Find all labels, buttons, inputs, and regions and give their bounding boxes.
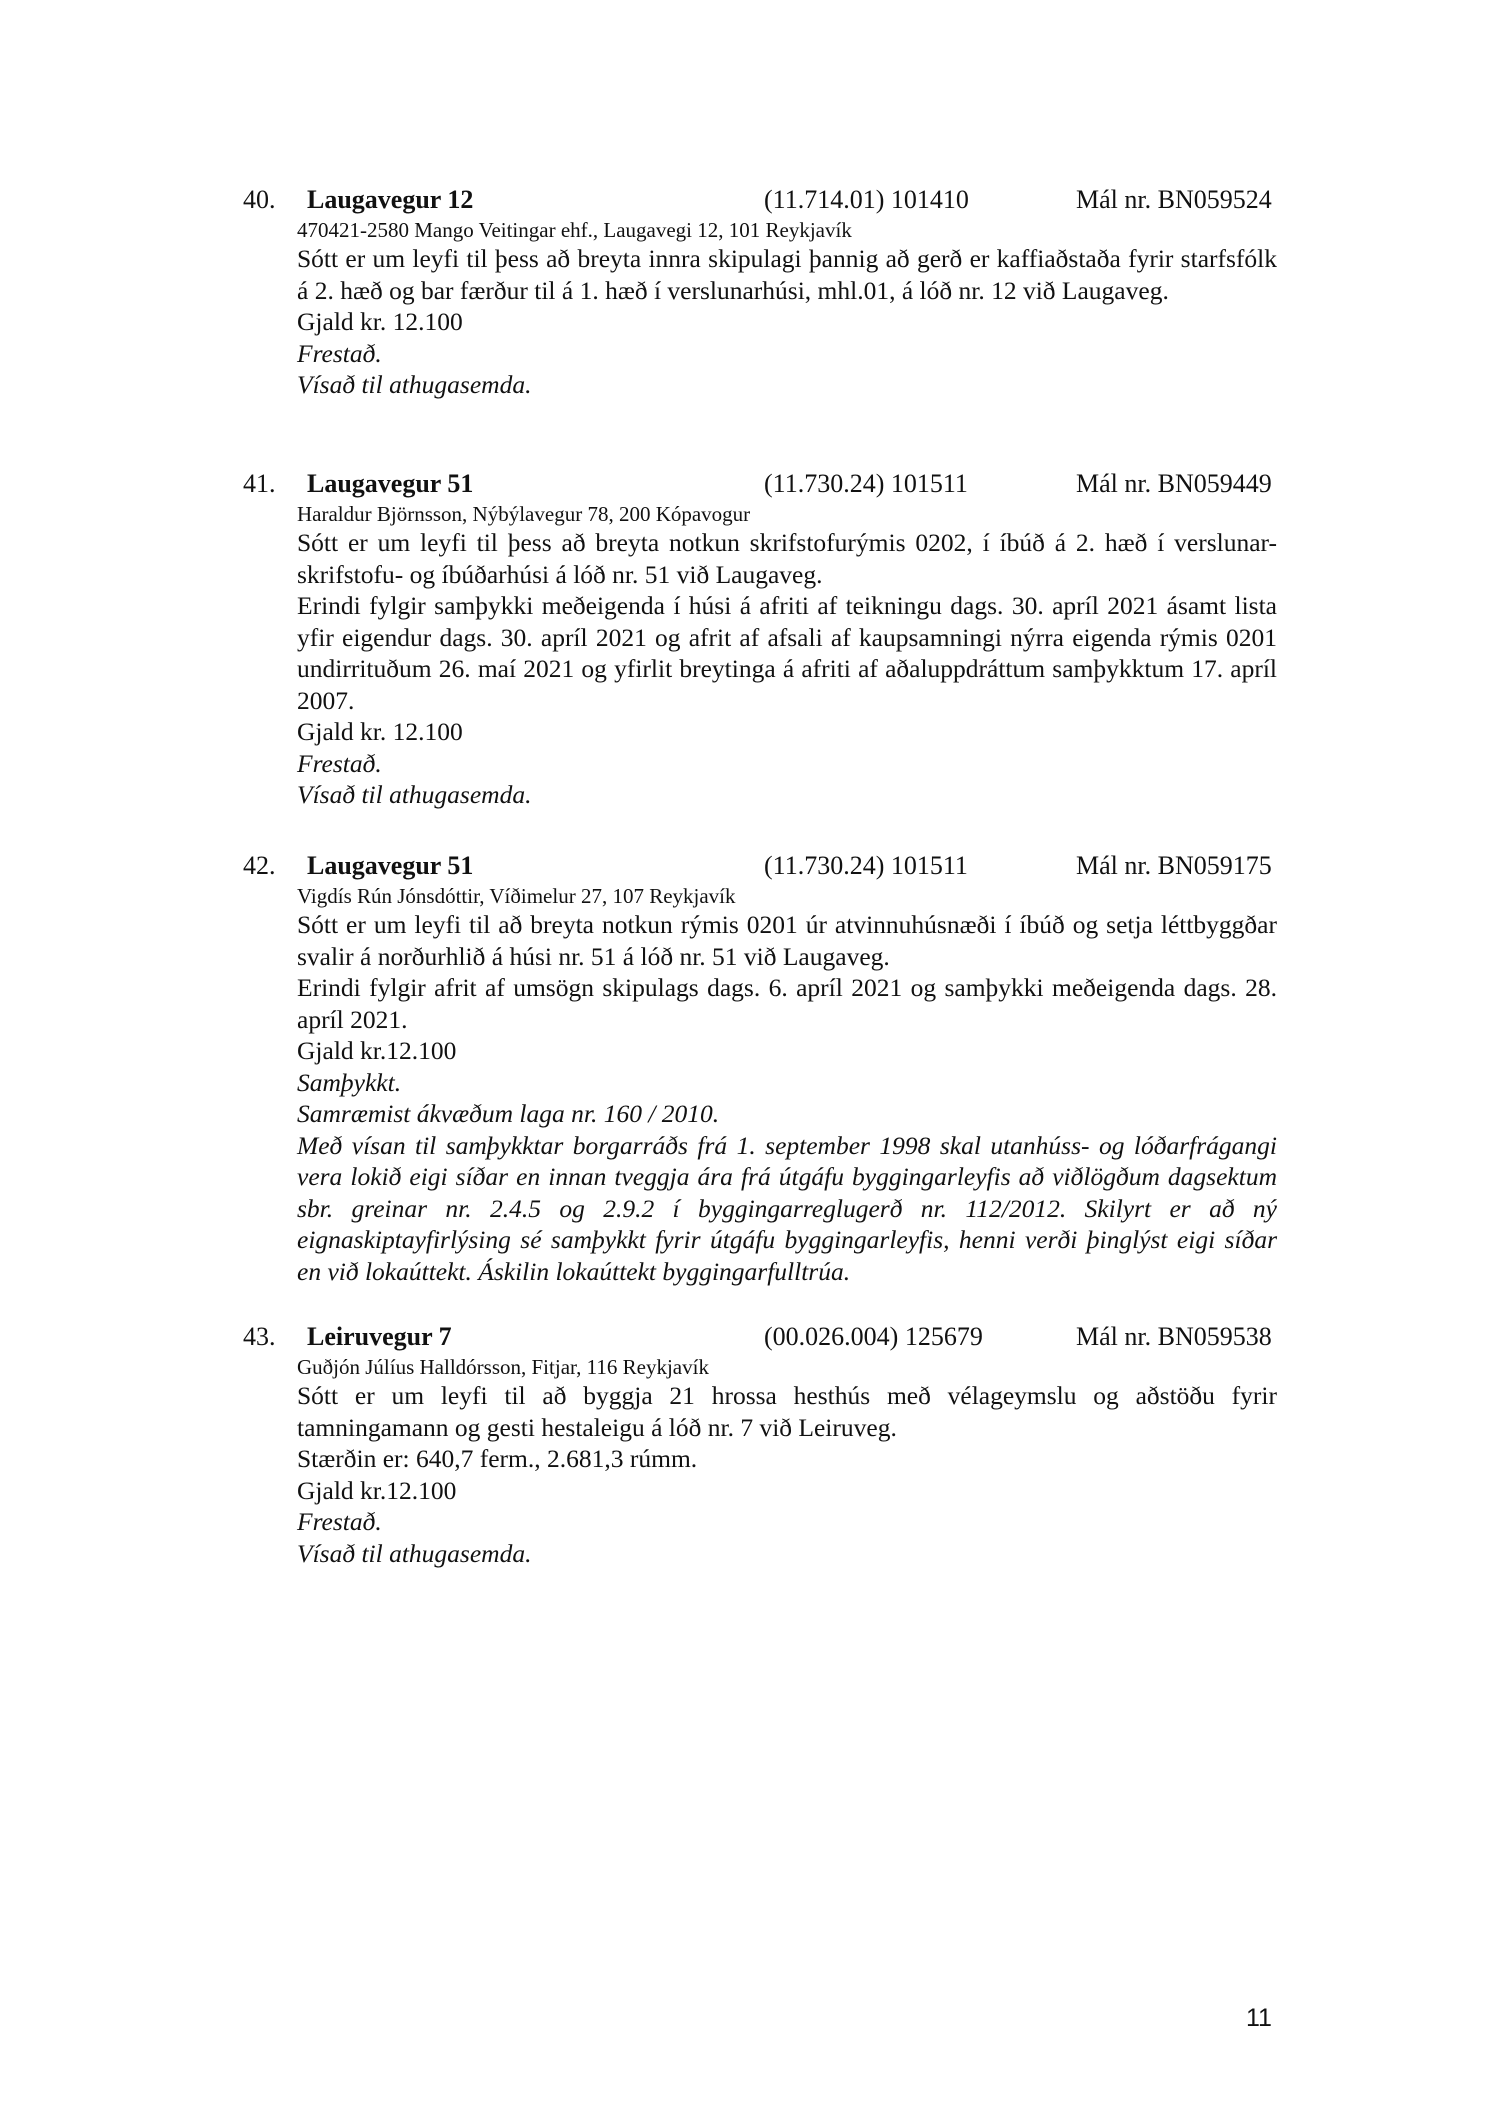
- applicant: Guðjón Júlíus Halldórsson, Fitjar, 116 Reykjavík: [297, 1355, 709, 1379]
- size-info: Stærðin er: 640,7 ferm., 2.681,3 rúmm.: [297, 1444, 698, 1473]
- case-41: [0, 467, 1500, 811]
- decision-line: Frestað.: [297, 748, 382, 778]
- description-paragraph: Erindi fylgir samþykki meðeigenda í húsi á afriti af teikningu dags. 30. apríl 2021 ásamt lista yfir eigendur dags. 30. apríl 2021 og afrit af afsali af kaupsamningi nýrra eigenda rýmis 0201 undirrituðum 26. maí 2021 og yfirlit breytinga á afriti af aðaluppdráttum samþykktum 17. apríl 2007.: [297, 591, 1277, 715]
- case-43: [0, 1320, 1500, 1569]
- land-id: (11.730.24) 101511: [764, 851, 968, 880]
- case-40: [0, 183, 1500, 401]
- decision-line: Frestað.: [297, 338, 382, 368]
- case-header: [0, 849, 1500, 883]
- description-paragraph: Sótt er um leyfi til að byggja 21 hrossa hesthús með vélageymslu og aðstöðu fyrir tamningamann og gesti hestaleigu á lóð nr. 7 við Leiruveg.: [297, 1381, 1277, 1442]
- case-body: [297, 501, 1277, 811]
- page-number: 11: [1246, 2004, 1272, 2032]
- fee: Gjald kr.12.100: [297, 1475, 457, 1505]
- fee: Gjald kr. 12.100: [297, 307, 463, 336]
- case-header: [0, 183, 1500, 217]
- case-body: [297, 883, 1277, 1287]
- fee: Gjald kr. 12.100: [297, 717, 463, 746]
- description-paragraph: Sótt er um leyfi til þess að breyta innra skipulagi þannig að gerð er kaffiaðstaða fyrir starfsfólk á 2. hæð og bar færður til á 1. hæð í verslunarhúsi, mhl.01, á lóð nr. 12 við Laugaveg.: [297, 244, 1277, 305]
- decision-line: Vísað til athugasemda.: [297, 780, 532, 809]
- decision-line: Samþykkt.: [297, 1067, 402, 1097]
- description-paragraph: Erindi fylgir afrit af umsögn skipulags dags. 6. apríl 2021 og samþykki meðeigenda dags. 28. apríl 2021.: [297, 973, 1277, 1034]
- decision-line: Vísað til athugasemda.: [297, 370, 532, 399]
- case-header: [0, 467, 1500, 501]
- case-number: 43.: [243, 1322, 276, 1351]
- case-number: 41.: [243, 469, 276, 498]
- applicant: Haraldur Björnsson, Nýbýlavegur 78, 200 Kópavogur: [297, 502, 751, 526]
- case-reference: Mál nr. BN059175: [1076, 851, 1272, 880]
- case-number: 40.: [243, 185, 276, 214]
- fee: Gjald kr.12.100: [297, 1036, 457, 1065]
- case-body: [297, 1354, 1277, 1569]
- street-address: Laugavegur 51: [307, 469, 474, 498]
- land-id: (00.026.004) 125679: [764, 1322, 983, 1351]
- decision-line: Vísað til athugasemda.: [297, 1538, 532, 1568]
- street-address: Laugavegur 12: [307, 185, 474, 214]
- applicant: Vigdís Rún Jónsdóttir, Víðimelur 27, 107 Reykjavík: [297, 884, 736, 908]
- case-body: [297, 217, 1277, 401]
- case-42: [0, 849, 1500, 1287]
- description-paragraph: Sótt er um leyfi til þess að breyta notkun skrifstofurýmis 0202, í íbúð á 2. hæð í verslunar- skrifstofu- og íbúðarhúsi á lóð nr. 51 við Laugaveg.: [297, 528, 1277, 589]
- case-number: 42.: [243, 851, 276, 880]
- decision-line: Frestað.: [297, 1507, 382, 1536]
- case-header: [0, 1320, 1500, 1354]
- decision-paragraph: Með vísan til samþykktar borgarráðs frá 1. september 1998 skal utanhúss- og lóðarfrágangi vera lokið eigi síðar en innan tveggja ára frá útgáfu byggingarleyfis að viðlögðum dagsektum sbr. greinar nr. 2.4.5 og 2.9.2 í byggingarreglugerð nr. 112/2012. Skilyrt er að ný eignaskiptayfirlýsing sé samþykkt fyrir útgáfu byggingarleyfis, henni verði þinglýst eigi síðar en við lokaúttekt. Áskilin lokaúttekt byggingarfulltrúa.: [297, 1130, 1277, 1286]
- applicant: 470421-2580 Mango Veitingar ehf., Laugavegi 12, 101 Reykjavík: [297, 218, 852, 242]
- land-id: (11.714.01) 101410: [764, 185, 969, 214]
- street-address: Leiruvegur 7: [307, 1322, 452, 1351]
- street-address: Laugavegur 51: [307, 851, 474, 880]
- decision-line: Samræmist ákvæðum laga nr. 160 / 2010.: [297, 1099, 720, 1128]
- description-paragraph: Sótt er um leyfi til að breyta notkun rýmis 0201 úr atvinnuhúsnæði í íbúð og setja léttbyggðar svalir á norðurhlið á húsi nr. 51 á lóð nr. 51 við Laugaveg.: [297, 910, 1277, 971]
- case-reference: Mál nr. BN059449: [1076, 469, 1272, 498]
- case-reference: Mál nr. BN059538: [1076, 1322, 1272, 1351]
- case-reference: Mál nr. BN059524: [1076, 185, 1272, 214]
- land-id: (11.730.24) 101511: [764, 469, 968, 498]
